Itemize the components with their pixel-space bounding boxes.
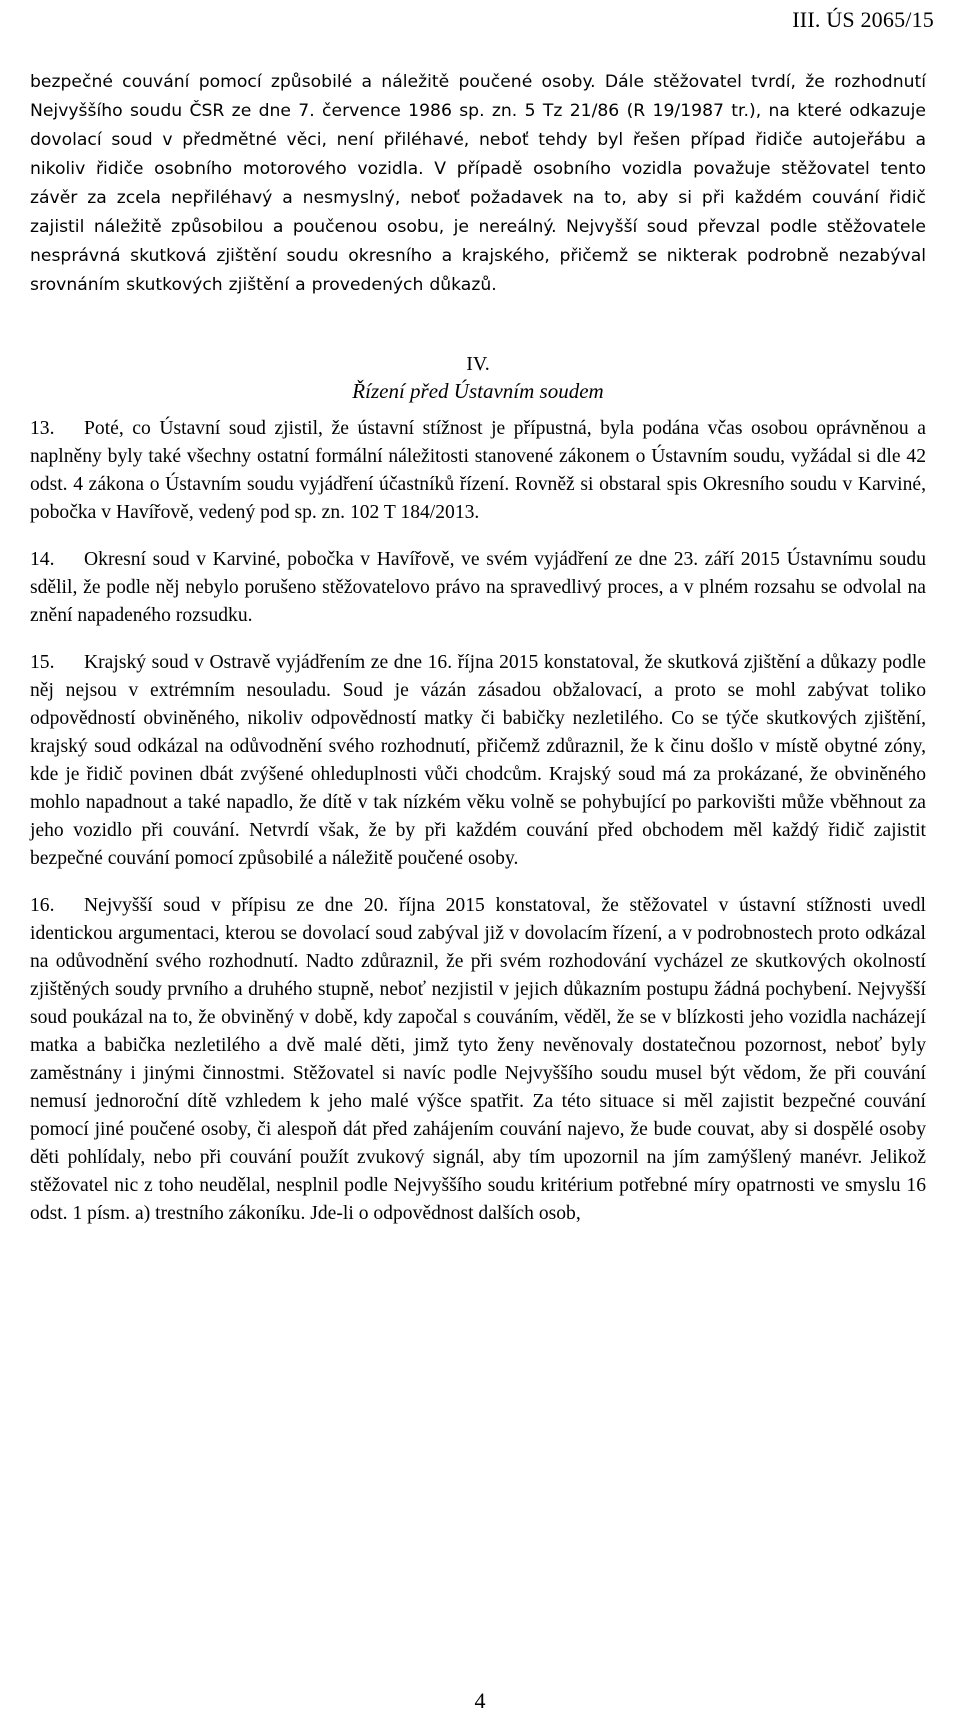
paragraph-15 (30, 649, 926, 873)
paragraph-16 (30, 892, 926, 1228)
paragraph-number: 13. (30, 418, 55, 439)
paragraph-number: 16. (30, 895, 55, 916)
intro-paragraph: bezpečné couvání pomocí způsobilé a náležitě poučené osoby. Dále stěžovatel tvrdí, že rozhodnutí Nejvyššího soudu ČSR ze dne 7. července 1986 sp. zn. 5 Tz 21/86 (R 19/1987 tr.), na které odkazuje dovolací soud v předmětné věci, není přiléhavé, neboť tehdy byl řešen případ řidiče autojeřábu a nikoliv řidiče osobního motorového vozidla. V případě osobního vozidla považuje stěžovatel tento závěr za zcela nepřiléhavý a nesmyslný, neboť požadavek na to, aby si při každém couvání řidič zajistil náležitě způsobilou a poučenou osobu, je nereálný. Nejvyšší soud převzal podle stěžovatele nesprávná skutková zjištění soudu okresního a krajského, přičemž se nikterak podrobně nezabýval srovnáním skutkových zjištění a provedených důkazů. (30, 72, 926, 295)
paragraph-number: 15. (30, 652, 55, 673)
section-number: IV. (466, 353, 490, 375)
paragraph-13 (30, 415, 926, 527)
paragraph-14 (30, 546, 926, 630)
paragraph-text: Okresní soud v Karviné, pobočka v Havířově, ve svém vyjádření ze dne 23. září 2015 Ústavnímu soudu sdělil, že podle něj nebylo porušeno stěžovatelovo právo na spravedlivý proces, a v plném rozsahu se odvolal na znění napadeného rozsudku. (30, 549, 926, 626)
paragraph-text: Poté, co Ústavní soud zjistil, že ústavní stížnost je přípustná, byla podána včas osobou oprávněnou a naplněny byly také všechny ostatní formální náležitosti stanovené zákonem o Ústavním soudu, vyžádal si dle 42 odst. 4 zákona o Ústavním soudu vyjádření účastníků řízení. Rovněž si obstaral spis Okresního soudu v Karviné, pobočka v Havířově, vedený pod sp. zn. 102 T 184/2013. (30, 418, 926, 523)
section-title: Řízení před Ústavním soudem (352, 379, 604, 403)
paragraph-text: Nejvyšší soud v přípisu ze dne 20. října 2015 konstatoval, že stěžovatel v ústavní stížnosti uvedl identickou argumentaci, kterou se dovolací soud zabýval již v dovolacím řízení, a v podrobnostech proto odkázal na odůvodnění svého rozhodnutí. Nadto zdůraznil, že při svém rozhodování vycházel ze skutkových okolností zjištěných soudy prvního a druhého stupně, neboť nezjistil v jejich důkazním postupu žádná pochybení. Nejvyšší soud poukázal na to, že obviněný v době, kdy započal s couváním, věděl, že se v blízkosti jeho vozidla nacházejí matka a babička nezletilého a dvě malé děti, jimž tyto ženy nevěnovaly dostatečnou pozornost, neboť byly zaměstnány i jinými činnostmi. Stěžovatel si navíc podle Nejvyššího soudu musel být vědom, že při couvání nemusí jednoroční dítě vzhledem k jeho malé výšce spatřit. Za této situace si měl zajistit bezpečné couvání pomocí jiné poučené osoby, či alespoň dát před zahájením couvání najevo, že bude couvat, aby si dospělé osoby děti pohlídaly, nebo při couvání použít zvukový signál, aby tím upozornil na jím zamýšlený manévr. Jelikož stěžovatel nic z toho neudělal, nesplnil podle Nejvyššího soudu kritérium potřebné míry opatrnosti ve smyslu 16 odst. 1 písm. a) trestního zákoníku. Jde-li o odpovědnost dalších osob, (30, 895, 926, 1224)
paragraph-text: Krajský soud v Ostravě vyjádřením ze dne 16. října 2015 konstatoval, že skutková zjištění a důkazy podle něj nejsou v extrémním nesouladu. Soud je vázán zásadou obžalovací, a proto se mohl zabývat toliko odpovědností obviněného, nikoliv odpovědností matky či babičky nezletilého. Co se týče skutkových zjištění, krajský soud odkázal na odůvodnění svého rozhodnutí, přičemž zdůraznil, že k činu došlo v místě obytné zóny, kde je řidič povinen dbát zvýšené ohleduplnosti vůči chodcům. Krajský soud má za prokázané, že obviněného mohlo napadnout a také napadlo, že dítě v tak nízkém věku volně se pohybující po parkovišti může vběhnout za jeho vozidlo při couvání. Netvrdí však, že by při každém couvání před obchodem měl každý řidič zajistit bezpečné couvání pomocí způsobilé a náležitě poučené osoby. (30, 652, 926, 869)
page-number: 4 (474, 1688, 486, 1713)
document-body (30, 68, 926, 1228)
case-reference: III. ÚS 2065/15 (792, 7, 934, 32)
paragraph-number: 14. (30, 549, 55, 570)
